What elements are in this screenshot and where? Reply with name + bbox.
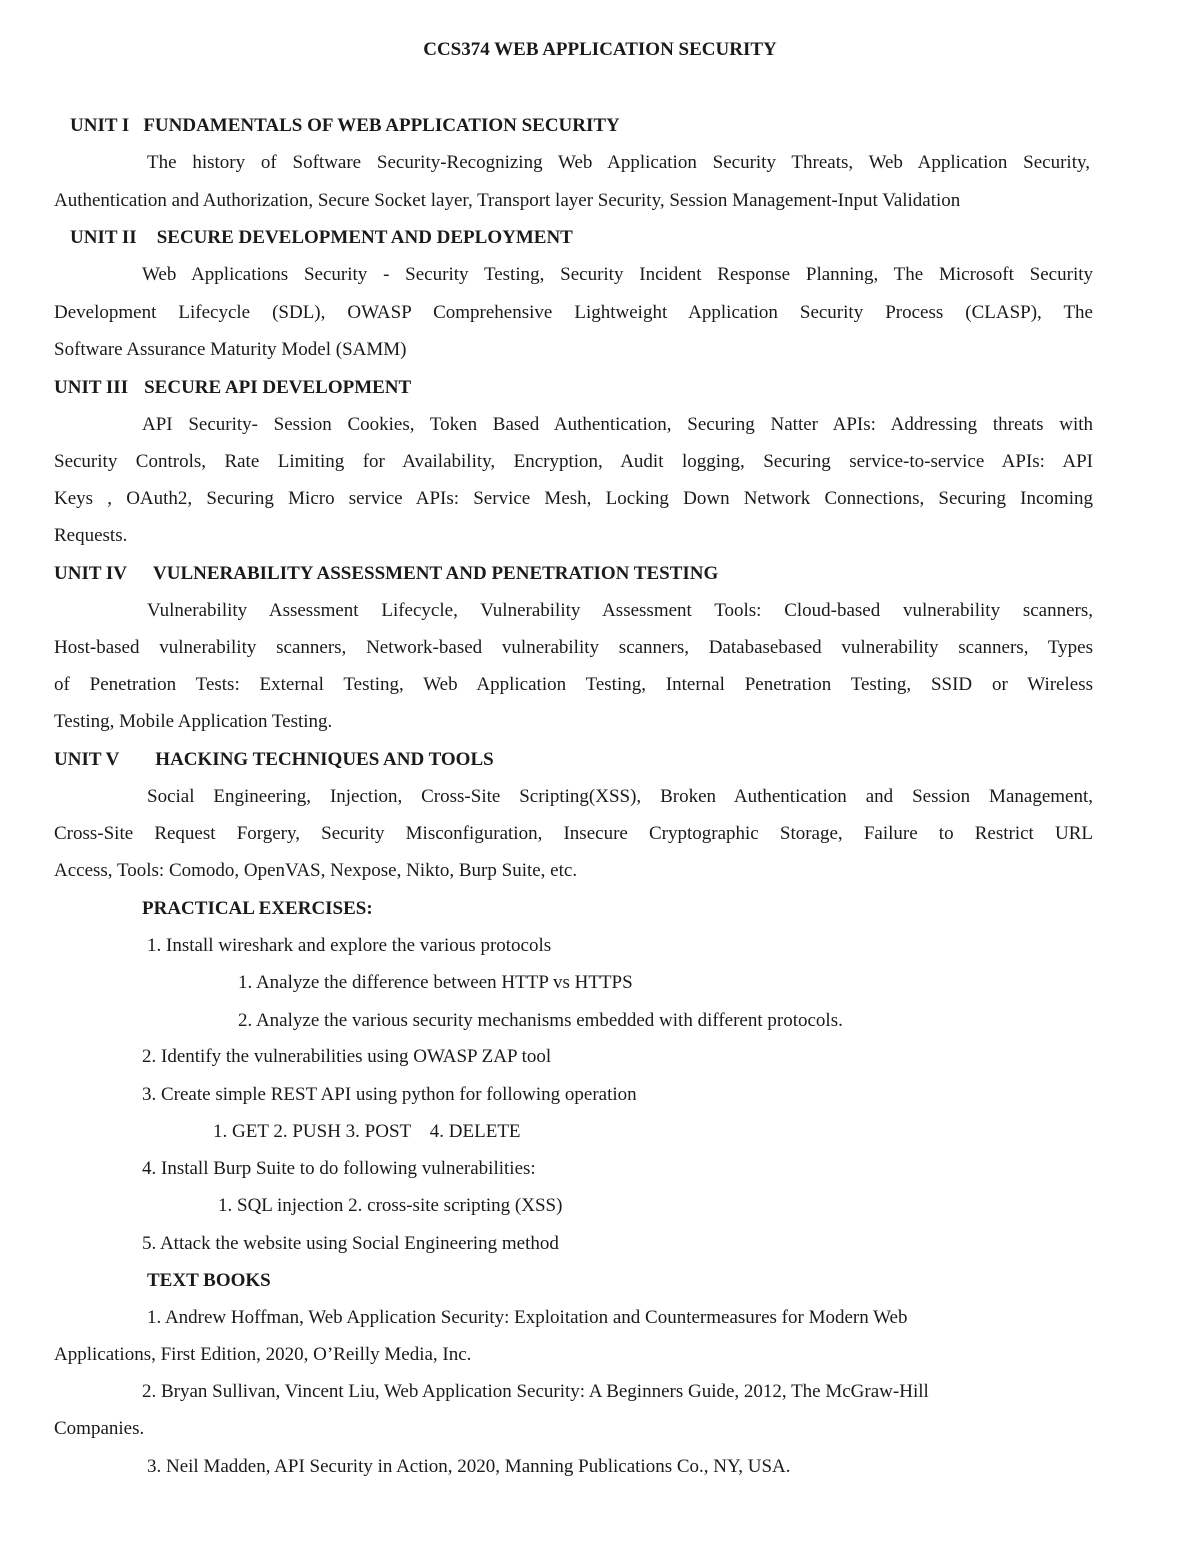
practical-subitem: 2. Analyze the various security mechanisms embedded with different protocols. <box>238 1010 843 1031</box>
unit-5-title: HACKING TECHNIQUES AND TOOLS <box>155 749 494 770</box>
unit-4-line: Testing, Mobile Application Testing. <box>54 711 333 732</box>
unit-3-title: SECURE API DEVELOPMENT <box>144 377 412 398</box>
unit-2-line: Web Applications Security - Security Testing, Security Incident Response Planning, The Microsoft Security <box>142 264 1093 285</box>
unit-5-number: UNIT V <box>54 749 120 770</box>
textbook-line: Applications, First Edition, 2020, O’Reilly Media, Inc. <box>54 1344 472 1365</box>
unit-2-line: Software Assurance Maturity Model (SAMM) <box>54 339 407 360</box>
unit-1-title: FUNDAMENTALS OF WEB APPLICATION SECURITY <box>143 115 620 136</box>
practical-item: 5. Attack the website using Social Engineering method <box>142 1233 559 1254</box>
unit-4-line: of Penetration Tests: External Testing, Web Application Testing, Internal Penetration Testing, SSID or Wireless <box>54 674 1093 695</box>
unit-2-heading <box>70 226 573 250</box>
unit-4-title: VULNERABILITY ASSESSMENT AND PENETRATION TESTING <box>153 563 719 584</box>
textbook-line: 1. Andrew Hoffman, Web Application Security: Exploitation and Countermeasures for Modern Web <box>147 1307 908 1328</box>
unit-3-line: Keys , OAuth2, Securing Micro service APIs: Service Mesh, Locking Down Network Connections, Securing Incoming <box>54 488 1093 509</box>
unit-3-line: API Security- Session Cookies, Token Based Authentication, Securing Natter APIs: Addressing threats with <box>142 414 1093 435</box>
unit-5-line: Social Engineering, Injection, Cross-Site Scripting(XSS), Broken Authentication and Session Management, <box>147 786 1093 807</box>
unit-3-line: Security Controls, Rate Limiting for Availability, Encryption, Audit logging, Securing service-to-service APIs: API <box>54 451 1093 472</box>
unit-2-line: Development Lifecycle (SDL), OWASP Comprehensive Lightweight Application Security Process (CLASP), The <box>54 302 1093 323</box>
unit-2-number: UNIT II <box>70 227 137 248</box>
textbook-line: Companies. <box>54 1418 145 1439</box>
unit-1-line: Authentication and Authorization, Secure Socket layer, Transport layer Security, Session Management-Input Validation <box>54 190 961 211</box>
textbooks-heading: TEXT BOOKS <box>147 1270 271 1291</box>
unit-5-heading <box>54 748 494 772</box>
unit-3-number: UNIT III <box>54 377 129 398</box>
practical-item: 1. Install wireshark and explore the various protocols <box>147 935 552 956</box>
unit-5-line: Access, Tools: Comodo, OpenVAS, Nexpose, Nikto, Burp Suite, etc. <box>54 860 578 881</box>
unit-3-line: Requests. <box>54 525 128 546</box>
practical-item: 2. Identify the vulnerabilities using OWASP ZAP tool <box>142 1046 552 1067</box>
practical-subitem: 1. Analyze the difference between HTTP vs HTTPS <box>238 972 633 993</box>
unit-4-heading <box>54 562 718 586</box>
unit-1-line: The history of Software Security-Recognizing Web Application Security Threats, Web Application Security, <box>147 152 1090 173</box>
practical-heading: PRACTICAL EXERCISES: <box>142 898 373 919</box>
document-title: CCS374 WEB APPLICATION SECURITY <box>423 39 777 60</box>
practical-subitem: 1. SQL injection 2. cross-site scripting (XSS) <box>218 1195 563 1216</box>
practical-item: 4. Install Burp Suite to do following vulnerabilities: <box>142 1158 536 1179</box>
unit-2-title: SECURE DEVELOPMENT AND DEPLOYMENT <box>156 227 573 248</box>
unit-1-heading <box>70 114 620 138</box>
textbook-line: 3. Neil Madden, API Security in Action, 2020, Manning Publications Co., NY, USA. <box>147 1456 791 1477</box>
unit-4-number: UNIT IV <box>54 563 128 584</box>
unit-3-heading <box>54 376 411 400</box>
textbook-line: 2. Bryan Sullivan, Vincent Liu, Web Application Security: A Beginners Guide, 2012, The McGraw-Hill <box>142 1381 929 1402</box>
unit-1-number: UNIT I <box>70 115 130 136</box>
practical-item: 3. Create simple REST API using python for following operation <box>142 1084 637 1105</box>
unit-4-line: Host-based vulnerability scanners, Network-based vulnerability scanners, Databasebased vulnerability scanners, Types <box>54 637 1093 658</box>
practical-subitem: 1. GET 2. PUSH 3. POST 4. DELETE <box>213 1121 521 1142</box>
unit-4-line: Vulnerability Assessment Lifecycle, Vulnerability Assessment Tools: Cloud-based vulnerability scanners, <box>147 600 1093 621</box>
unit-5-line: Cross-Site Request Forgery, Security Misconfiguration, Insecure Cryptographic Storage, Failure to Restrict URL <box>54 823 1093 844</box>
